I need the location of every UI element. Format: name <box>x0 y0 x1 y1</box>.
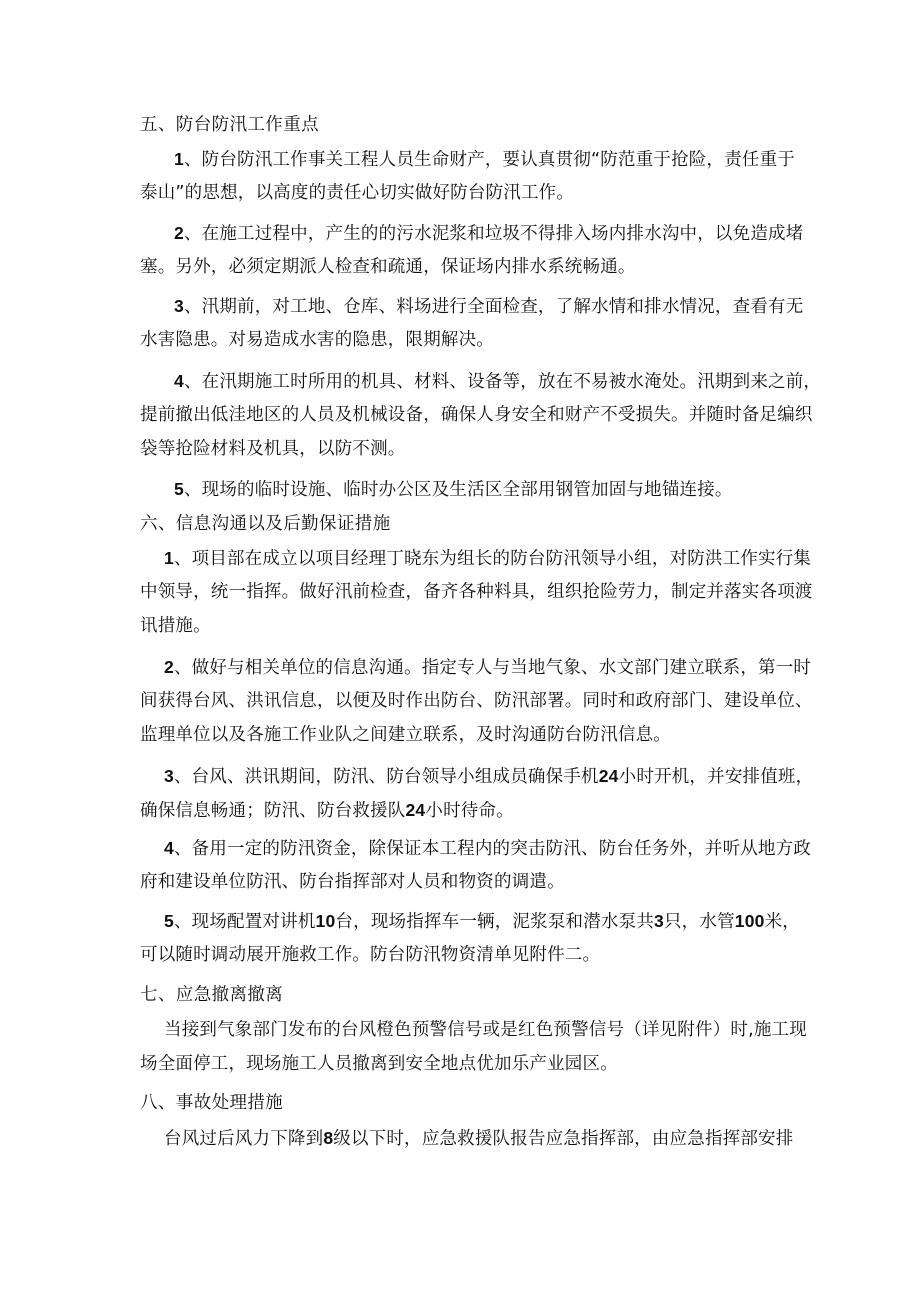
text-line: 当接到气象部门发布的台风橙色预警信号或是红色预警信号（详见附件）时,施工现 <box>164 1020 807 1040</box>
text-line: 确保信息畅通；防汛、防台救援队 <box>140 801 406 821</box>
text-line: 、汛期前，对工地、仓库、料场进行全面检查，了解水情和排水情况，查看有无 <box>183 297 804 317</box>
text-line: 间获得台风、洪讯信息，以便及时作出防台、防汛部署。同时和政府部门、建设单位、 <box>140 691 813 711</box>
text-line: 、备用一定的防汛资金，除保证本工程内的突击防汛、防台任务外，并听从地方政 <box>173 839 812 859</box>
text-line: 、在施工过程中，产生的的污水泥浆和垃圾不得排入场内排水沟中，以免造成堵 <box>183 224 804 244</box>
paragraph <box>140 546 813 638</box>
text-line: 、现场的临时设施、临时办公区及生活区全部用钢管加固与地锚连接。 <box>183 480 733 500</box>
paragraph <box>140 1126 800 1150</box>
text-line: 、项目部在成立以项目经理丁晓东为组长的防台防汛领导小组，对防洪工作实行集 <box>173 549 812 569</box>
wind-level-number: 8 <box>323 1128 334 1148</box>
item-number: 4 <box>164 838 174 858</box>
text-line: 台，现场指挥车一辆，泥浆泵和潜水泵共 <box>335 912 655 932</box>
text-line: 水害隐患。对易造成水害的隐患，限期解决。 <box>140 330 494 350</box>
item-number: 1 <box>174 149 184 169</box>
paragraph <box>140 369 822 461</box>
text-line: 场全面停工，现场施工人员撤离到安全地点优加乐产业园区。 <box>140 1054 618 1074</box>
text-line: 、做好与相关单位的信息沟通。指定专人与当地气象、水文部门建立联系，第一时 <box>173 658 812 678</box>
text-line: 小时待命。 <box>425 801 514 821</box>
item-number: 2 <box>174 223 184 243</box>
section-heading: 六、信息沟通以及后勤保证措施 <box>140 514 391 534</box>
text-line: 提前撤出低洼地区的人员及机械设备，确保人身安全和财产不受损失。并随时备足编织 <box>140 405 813 425</box>
item-number: 5 <box>164 911 174 931</box>
text-line: 、在汛期施工时所用的机具、材料、设备等，放在不易被水淹处。汛期到来之前， <box>183 372 822 392</box>
text-line: 、台风、洪讯期间，防汛、防台领导小组成员确保手机 <box>173 767 599 787</box>
hours-number: 24 <box>405 800 426 820</box>
text-line: 、现场配置对讲机 <box>173 912 316 932</box>
quantity-number: 10 <box>315 911 336 931</box>
quantity-number: 100 <box>734 911 765 931</box>
text-line: 只，水管 <box>663 912 735 932</box>
item-number: 2 <box>164 657 174 677</box>
paragraph <box>140 147 800 205</box>
text-line: 可以随时调动展开施救工作。防台防汛物资清单见附件二。 <box>140 945 601 965</box>
item-number: 3 <box>164 766 174 786</box>
text-line: 监理单位以及各施工作业队之间建立联系，及时沟通防台防汛信息。 <box>140 725 671 745</box>
text-line: 府和建设单位防汛、防台指挥部对人员和物资的调遣。 <box>140 872 565 892</box>
item-number: 5 <box>174 479 184 499</box>
text-line: 台风过后风力下降到 <box>164 1129 324 1149</box>
paragraph <box>140 221 804 279</box>
paragraph <box>140 294 804 352</box>
paragraph <box>140 836 812 894</box>
paragraph <box>140 909 800 967</box>
text-line: 中领导，统一指挥。做好汛前检查，备齐各种料具，组织抢险劳力，制定并落实各项渡 <box>140 582 813 602</box>
item-number: 4 <box>174 371 184 391</box>
text-line: 讯措施。 <box>140 616 211 636</box>
text-line: 泰山”的思想，以高度的责任心切实做好防台防汛工作。 <box>140 183 575 203</box>
text-line: 塞。另外，必须定期派人检查和疏通，保证场内排水系统畅通。 <box>140 257 636 277</box>
hours-number: 24 <box>598 766 619 786</box>
item-number: 1 <box>164 548 174 568</box>
quantity-number: 3 <box>654 911 664 931</box>
paragraph <box>140 1018 807 1076</box>
paragraph <box>140 655 813 747</box>
text-line: 、防台防汛工作事关工程人员生命财产，要认真贯彻“防范重于抢险，责任重于 <box>183 150 796 170</box>
text-line: 小时开机，并安排值班， <box>618 767 814 787</box>
text-line: 米， <box>764 912 800 932</box>
item-number: 3 <box>174 296 184 316</box>
section-heading: 五、防台防汛工作重点 <box>140 115 319 135</box>
section-heading: 七、应急撤离撤离 <box>140 985 284 1005</box>
paragraph <box>140 477 800 501</box>
paragraph <box>140 764 814 822</box>
text-line: 袋等抢险材料及机具，以防不测。 <box>140 439 406 459</box>
text-line: 级以下时，应急救援队报告应急指挥部，由应急指挥部安排 <box>333 1129 794 1149</box>
section-heading: 八、事故处理措施 <box>140 1093 284 1113</box>
